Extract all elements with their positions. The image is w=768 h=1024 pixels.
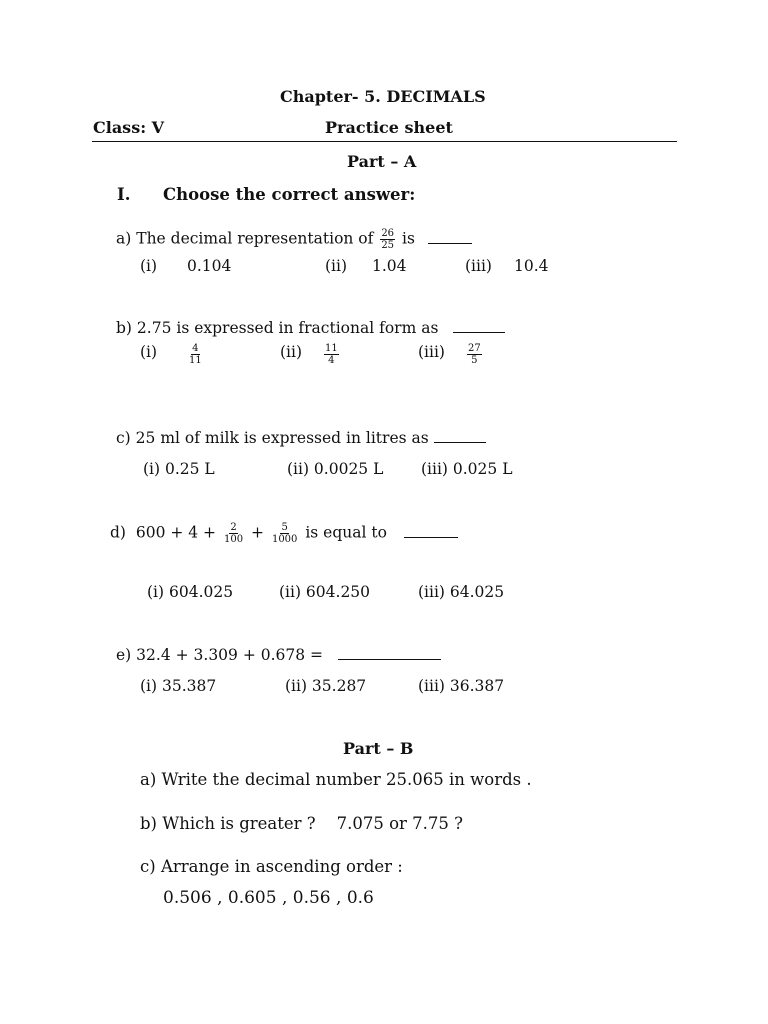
option-value: 0.104 [187,257,232,275]
fraction-numerator: 4 [192,343,199,354]
fraction-numerator: 5 [281,522,288,533]
question-label: a) [116,229,132,248]
section-instruction: Choose the correct answer: [163,185,416,204]
option: (iii) 0.025 L [421,460,513,478]
question-label: b) [140,814,157,833]
question-text: 600 + 4 + [135,523,217,542]
fraction [223,522,244,545]
option: (ii) 604.250 [279,583,371,601]
answer-blank [453,332,505,333]
chapter-title: Chapter- 5. DECIMALS [280,87,486,106]
fraction-denominator: 5 [471,355,478,366]
option-fraction [322,343,341,366]
question-text-end: is [401,229,415,248]
question-text: The decimal representation of [136,229,374,248]
option-label: (i) [140,343,158,361]
header-divider [92,141,677,142]
sheet-label: Practice sheet [325,118,453,137]
fraction [380,228,395,251]
option-label: (ii) [280,343,303,361]
question-label: c) [140,857,156,876]
fraction-numerator: 11 [325,343,338,354]
fraction-numerator: 2 [230,522,237,533]
question-label: c) [116,429,131,447]
option-label: (ii) [325,257,348,275]
question-text: Arrange in ascending order : [160,857,403,876]
question-label: a) [140,770,157,789]
option: (ii) 35.287 [285,677,367,695]
question-label: b) [116,319,132,337]
option-fraction [186,343,205,366]
part-b-title: Part – B [343,739,414,758]
section-number: I. [117,185,131,204]
question-text-end: is equal to [305,523,387,542]
question-text: 32.4 + 3.309 + 0.678 = [136,646,324,664]
fraction-denominator: 25 [381,240,395,251]
question-a [116,228,472,251]
question-b [116,319,505,337]
question-label: d) [110,523,126,542]
answer-blank [428,243,472,244]
option: (i) 0.25 L [143,460,215,478]
answer-blank [404,537,458,538]
part-b-question-c [140,857,403,876]
fraction-numerator: 26 [381,228,395,239]
option-label: (iii) [418,343,445,361]
class-label: Class: V [93,118,165,137]
option: (iii) 64.025 [418,583,505,601]
question-label: e) [116,646,132,664]
answer-blank [338,659,441,660]
fraction-denominator: 100 [223,534,244,545]
option-fraction [465,343,484,366]
fraction-denominator: 4 [328,355,335,366]
fraction-denominator: 11 [189,355,202,366]
option-value: 10.4 [514,257,549,275]
fraction-numerator: 27 [468,343,481,354]
question-e [116,646,441,664]
option: (iii) 36.387 [418,677,505,695]
fraction [271,522,298,545]
option: (ii) 0.0025 L [287,460,384,478]
ascending-order-values: 0.506 , 0.605 , 0.56 , 0.6 [163,888,374,908]
option-label: (iii) [465,257,492,275]
option: (i) 604.025 [147,583,234,601]
question-c [116,429,486,447]
question-d [110,522,458,545]
answer-blank [434,442,486,443]
question-text: 25 ml of milk is expressed in litres as [135,429,429,447]
question-text: Which is greater ? 7.075 or 7.75 ? [162,814,463,833]
part-b-question-b [140,814,463,833]
option-label: (i) [140,257,158,275]
part-b-question-a [140,770,532,789]
option: (i) 35.387 [140,677,217,695]
question-text: 2.75 is expressed in fractional form as [136,319,439,337]
option-value: 1.04 [372,257,407,275]
fraction-denominator: 1000 [271,534,298,545]
part-a-title: Part – A [347,152,417,171]
question-text: Write the decimal number 25.065 in words . [161,770,532,789]
plus-sign: + [251,523,265,542]
